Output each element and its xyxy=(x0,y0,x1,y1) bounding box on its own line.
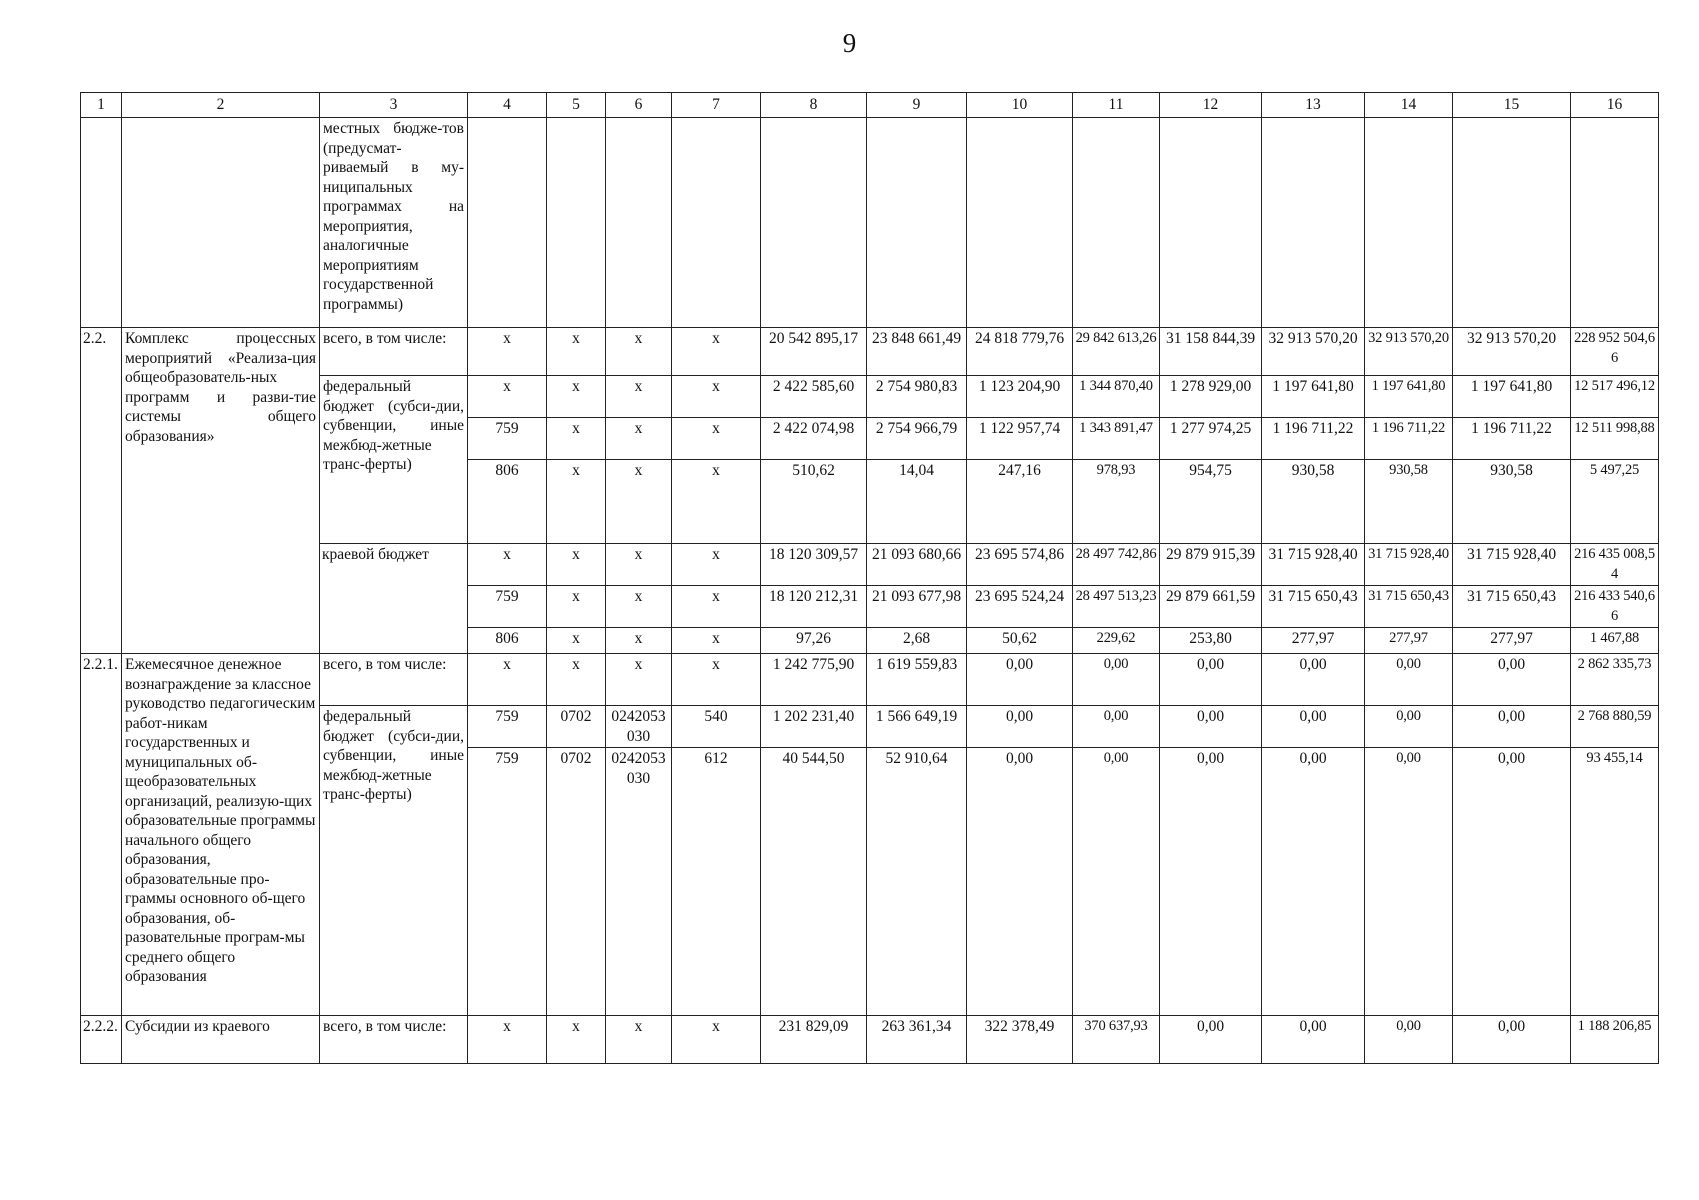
column-number-header: 9 xyxy=(867,93,967,118)
table-cell: 322 378,49 xyxy=(967,1016,1073,1064)
table-cell: 23 695 524,24 xyxy=(967,586,1073,628)
table-cell: 2,68 xyxy=(867,628,967,654)
table-cell: 12 517 496,12 xyxy=(1571,376,1659,418)
column-number-header: 4 xyxy=(468,93,547,118)
table-cell: 1 196 711,22 xyxy=(1453,418,1571,460)
table-cell xyxy=(1571,118,1659,328)
table-cell xyxy=(606,118,672,328)
table-cell: 0,00 xyxy=(1453,654,1571,706)
table-cell: 0242053030 xyxy=(606,748,672,1016)
funding-source-label: федеральный бюджет (субси-дии, субвенции, иные межбюд-жетные транс-ферты) xyxy=(320,706,468,1016)
item-number: 2.2.1. xyxy=(81,654,122,1016)
table-cell: х xyxy=(547,628,606,654)
table-cell: 1 196 711,22 xyxy=(1365,418,1453,460)
table-cell: 1 122 957,74 xyxy=(967,418,1073,460)
table-cell: 1 197 641,80 xyxy=(1262,376,1365,418)
table-cell xyxy=(1073,118,1160,328)
table-cell: 0,00 xyxy=(1160,748,1262,1016)
table-cell: 0,00 xyxy=(967,748,1073,1016)
table-cell: х xyxy=(547,328,606,376)
table-cell: 0702 xyxy=(547,748,606,1016)
table-cell: 0,00 xyxy=(1365,654,1453,706)
column-number-header: 14 xyxy=(1365,93,1453,118)
table-cell: 32 913 570,20 xyxy=(1262,328,1365,376)
table-cell: 277,97 xyxy=(1365,628,1453,654)
table-cell: 2 422 074,98 xyxy=(761,418,867,460)
table-cell: 32 913 570,20 xyxy=(1365,328,1453,376)
table-cell: 0,00 xyxy=(1073,748,1160,1016)
column-number-header: 8 xyxy=(761,93,867,118)
table-cell: 31 715 928,40 xyxy=(1365,544,1453,586)
table-cell: 954,75 xyxy=(1160,460,1262,544)
table-cell xyxy=(468,118,547,328)
table-cell: 510,62 xyxy=(761,460,867,544)
table-cell: 0,00 xyxy=(1365,1016,1453,1064)
table-cell: х xyxy=(606,328,672,376)
table-cell: 32 913 570,20 xyxy=(1453,328,1571,376)
table-row xyxy=(81,118,1659,328)
table-cell: 759 xyxy=(468,586,547,628)
item-number: 2.2.2. xyxy=(81,1016,122,1064)
table-cell: 24 818 779,76 xyxy=(967,328,1073,376)
table-cell: х xyxy=(672,1016,761,1064)
table-cell: 612 xyxy=(672,748,761,1016)
table-cell: 1 197 641,80 xyxy=(1453,376,1571,418)
table-cell: 31 715 928,40 xyxy=(1262,544,1365,586)
table-cell: 23 848 661,49 xyxy=(867,328,967,376)
table-cell: 1 343 891,47 xyxy=(1073,418,1160,460)
table-cell: 28 497 513,23 xyxy=(1073,586,1160,628)
table-cell: х xyxy=(672,586,761,628)
table-cell: 12 511 998,88 xyxy=(1571,418,1659,460)
table-cell: 0,00 xyxy=(1262,706,1365,748)
table-cell: 2 754 966,79 xyxy=(867,418,967,460)
funding-source-label: всего, в том числе: xyxy=(320,654,468,706)
table-cell: 31 715 928,40 xyxy=(1453,544,1571,586)
table-cell: 277,97 xyxy=(1262,628,1365,654)
table-cell: 0,00 xyxy=(1365,748,1453,1016)
table-cell: 759 xyxy=(468,706,547,748)
table-cell: х xyxy=(606,586,672,628)
table-cell: х xyxy=(672,328,761,376)
table-row xyxy=(81,1016,1659,1064)
table-cell: х xyxy=(547,418,606,460)
table-cell: 0,00 xyxy=(1453,748,1571,1016)
table-cell xyxy=(867,118,967,328)
column-number-header: 5 xyxy=(547,93,606,118)
column-number-header: 1 xyxy=(81,93,122,118)
table-cell: 52 910,64 xyxy=(867,748,967,1016)
column-number-header: 13 xyxy=(1262,93,1365,118)
table-cell: 18 120 309,57 xyxy=(761,544,867,586)
table-cell: 1 123 204,90 xyxy=(967,376,1073,418)
table-cell: 0,00 xyxy=(967,706,1073,748)
table-cell: х xyxy=(547,654,606,706)
table-cell: 21 093 680,66 xyxy=(867,544,967,586)
table-cell: 930,58 xyxy=(1453,460,1571,544)
table-cell xyxy=(1365,118,1453,328)
item-name: Комплекс процессных мероприятий «Реализа-ция общеобразователь-ных программ и разви-тие системы общего образования» xyxy=(122,328,320,654)
table-cell: 40 544,50 xyxy=(761,748,867,1016)
column-number-header: 2 xyxy=(122,93,320,118)
table-cell: х xyxy=(606,460,672,544)
table-cell: 2 754 980,83 xyxy=(867,376,967,418)
table-cell: 978,93 xyxy=(1073,460,1160,544)
table-cell: 1 619 559,83 xyxy=(867,654,967,706)
funding-source-label: федеральный бюджет (субси-дии, субвенции, иные межбюд-жетные транс-ферты) xyxy=(320,376,468,544)
table-cell: 1 277 974,25 xyxy=(1160,418,1262,460)
table-cell: 263 361,34 xyxy=(867,1016,967,1064)
table-cell: х xyxy=(547,376,606,418)
table-cell: 247,16 xyxy=(967,460,1073,544)
table-cell: 806 xyxy=(468,460,547,544)
table-cell: х xyxy=(606,376,672,418)
table-cell: х xyxy=(672,376,761,418)
table-cell: 0,00 xyxy=(1160,654,1262,706)
table-cell: 29 842 613,26 xyxy=(1073,328,1160,376)
table-cell: 20 542 895,17 xyxy=(761,328,867,376)
table-cell: 930,58 xyxy=(1262,460,1365,544)
table-cell: х xyxy=(606,628,672,654)
budget-table xyxy=(80,92,1659,1064)
table-cell: 5 497,25 xyxy=(1571,460,1659,544)
table-cell: 1 344 870,40 xyxy=(1073,376,1160,418)
table-cell: 229,62 xyxy=(1073,628,1160,654)
funding-source-label: всего, в том числе: xyxy=(320,328,468,376)
table-cell: х xyxy=(468,328,547,376)
table-cell: 277,97 xyxy=(1453,628,1571,654)
table-cell: х xyxy=(672,460,761,544)
table-cell: 370 637,93 xyxy=(1073,1016,1160,1064)
table-cell: 1 242 775,90 xyxy=(761,654,867,706)
table-cell: х xyxy=(606,1016,672,1064)
table-cell: 1 202 231,40 xyxy=(761,706,867,748)
item-name: Ежемесячное денежное вознаграждение за классное руководство педагогическим работ-никам государственных и муниципальных об-щеобразовательных организаций, реализую-щих образовательные программы начального общего образования, образовательные про-граммы основного об-щего образования, об-разовательные програм-мы среднего общего образования xyxy=(122,654,320,1016)
table-cell: 31 158 844,39 xyxy=(1160,328,1262,376)
table-cell xyxy=(122,118,320,328)
item-name: Субсидии из краевого xyxy=(122,1016,320,1064)
table-cell: х xyxy=(672,544,761,586)
table-cell: 2 862 335,73 xyxy=(1571,654,1659,706)
table-cell xyxy=(967,118,1073,328)
table-cell: 0,00 xyxy=(1262,748,1365,1016)
table-cell: 21 093 677,98 xyxy=(867,586,967,628)
table-cell: 806 xyxy=(468,628,547,654)
table-cell: 216 435 008,54 xyxy=(1571,544,1659,586)
table-cell: 0242053030 xyxy=(606,706,672,748)
table-cell: 31 715 650,43 xyxy=(1262,586,1365,628)
table-cell: 29 879 915,39 xyxy=(1160,544,1262,586)
table-cell: 0,00 xyxy=(1160,1016,1262,1064)
table-cell xyxy=(761,118,867,328)
table-cell: 1 188 206,85 xyxy=(1571,1016,1659,1064)
funding-source-label: краевой бюджет xyxy=(320,544,468,654)
column-number-header: 12 xyxy=(1160,93,1262,118)
table-cell xyxy=(672,118,761,328)
table-cell: 14,04 xyxy=(867,460,967,544)
column-number-header: 15 xyxy=(1453,93,1571,118)
table-cell: 0,00 xyxy=(1365,706,1453,748)
column-number-header: 16 xyxy=(1571,93,1659,118)
table-cell xyxy=(1160,118,1262,328)
table-cell: х xyxy=(468,544,547,586)
table-cell: 0,00 xyxy=(967,654,1073,706)
table-cell xyxy=(547,118,606,328)
table-cell: 29 879 661,59 xyxy=(1160,586,1262,628)
table-cell: 0,00 xyxy=(1262,1016,1365,1064)
table-cell: 2 422 585,60 xyxy=(761,376,867,418)
table-cell: х xyxy=(672,418,761,460)
table-cell: 28 497 742,86 xyxy=(1073,544,1160,586)
table-cell: 31 715 650,43 xyxy=(1453,586,1571,628)
table-cell: х xyxy=(468,654,547,706)
table-cell: х xyxy=(672,654,761,706)
table-cell: 0,00 xyxy=(1073,654,1160,706)
table-cell xyxy=(81,118,122,328)
page-number: 9 xyxy=(842,28,857,58)
table-cell: 2 768 880,59 xyxy=(1571,706,1659,748)
table-cell: 231 829,09 xyxy=(761,1016,867,1064)
item-number: 2.2. xyxy=(81,328,122,654)
table-cell: 1 197 641,80 xyxy=(1365,376,1453,418)
table-cell: х xyxy=(606,544,672,586)
table-cell: 540 xyxy=(672,706,761,748)
table-cell: х xyxy=(468,376,547,418)
table-cell: 0702 xyxy=(547,706,606,748)
funding-source-label: всего, в том числе: xyxy=(320,1016,468,1064)
table-cell: 50,62 xyxy=(967,628,1073,654)
table-cell: 1 278 929,00 xyxy=(1160,376,1262,418)
table-cell: 930,58 xyxy=(1365,460,1453,544)
table-cell: х xyxy=(672,628,761,654)
funding-source-label: местных бюдже-тов (предусмат-риваемый в му-ниципальных программах на мероприятия, аналогичные мероприятиям государственной программы) xyxy=(320,118,468,328)
table-cell: х xyxy=(547,586,606,628)
table-cell: 759 xyxy=(468,418,547,460)
table-cell xyxy=(1453,118,1571,328)
column-number-header: 7 xyxy=(672,93,761,118)
table-cell: 759 xyxy=(468,748,547,1016)
table-cell: 31 715 650,43 xyxy=(1365,586,1453,628)
table-cell: 0,00 xyxy=(1453,706,1571,748)
column-number-row xyxy=(81,93,1659,118)
table-cell: х xyxy=(547,460,606,544)
table-cell: 18 120 212,31 xyxy=(761,586,867,628)
table-cell: 0,00 xyxy=(1262,654,1365,706)
column-number-header: 6 xyxy=(606,93,672,118)
table-cell: 23 695 574,86 xyxy=(967,544,1073,586)
table-cell: 228 952 504,66 xyxy=(1571,328,1659,376)
table-cell: х xyxy=(606,418,672,460)
table-row xyxy=(81,328,1659,376)
table-cell: 253,80 xyxy=(1160,628,1262,654)
table-cell xyxy=(1262,118,1365,328)
column-number-header: 11 xyxy=(1073,93,1160,118)
column-number-header: 3 xyxy=(320,93,468,118)
table-row xyxy=(81,654,1659,706)
table-cell: х xyxy=(547,544,606,586)
table-cell: 1 566 649,19 xyxy=(867,706,967,748)
table-cell: 1 196 711,22 xyxy=(1262,418,1365,460)
table-cell: х xyxy=(468,1016,547,1064)
table-cell: 0,00 xyxy=(1073,706,1160,748)
table-cell: х xyxy=(547,1016,606,1064)
table-cell: 93 455,14 xyxy=(1571,748,1659,1016)
table-cell: х xyxy=(606,654,672,706)
table-cell: 1 467,88 xyxy=(1571,628,1659,654)
column-number-header: 10 xyxy=(967,93,1073,118)
table-cell: 0,00 xyxy=(1453,1016,1571,1064)
table-cell: 0,00 xyxy=(1160,706,1262,748)
table-cell: 97,26 xyxy=(761,628,867,654)
table-cell: 216 433 540,66 xyxy=(1571,586,1659,628)
